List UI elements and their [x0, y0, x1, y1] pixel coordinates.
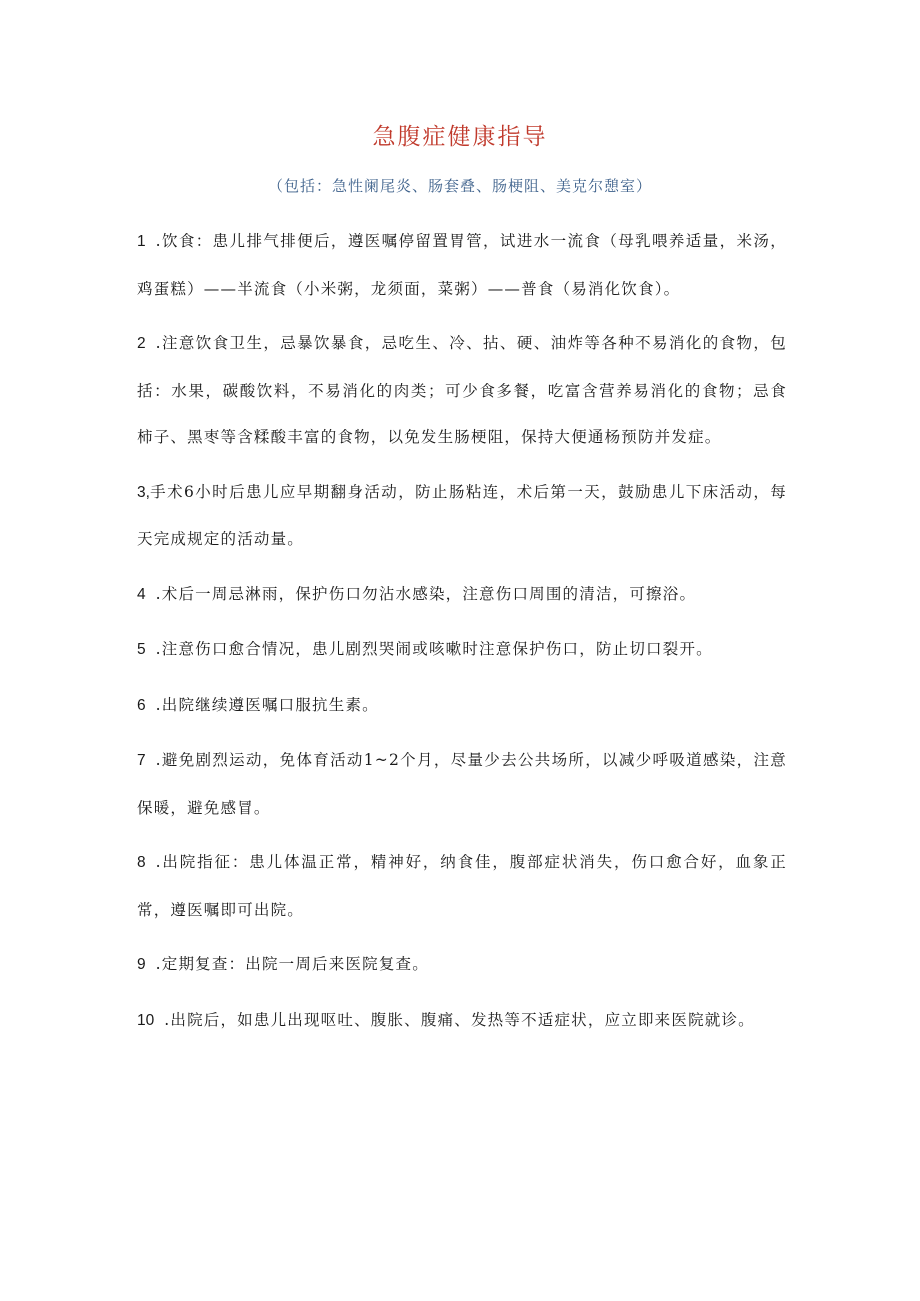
- list-item: [137, 737, 787, 831]
- item-number: 5: [137, 641, 146, 658]
- item-text: .避免剧烈运动，免体育活动1~2个月，尽量少去公共场所，以减少呼吸道感染，注意保暖，避免感冒。: [137, 751, 787, 817]
- item-text: .出院指征：患儿体温正常，精神好，纳食佳，腹部症状消失，伤口愈合好，血象正常，遵医嘱即可出院。: [137, 853, 787, 919]
- item-text: .术后一周忌淋雨，保护伤口勿沾水感染，注意伤口周围的清洁，可擦浴。: [155, 584, 697, 603]
- item-text: .饮食：患儿排气排便后，遵医嘱停留置胃管，试进水一流食（母乳喂养适量，米汤，鸡蛋糕）——半流食（小米粥，龙须面，菜粥）——普食（易消化饮食）。: [137, 232, 787, 298]
- item-text: .注意伤口愈合情况，患儿剧烈哭闹或咳嗽时注意保护伤口，防止切口裂开。: [155, 640, 713, 658]
- list-item: [137, 839, 787, 933]
- list-item: [137, 941, 787, 989]
- item-text: 手术6小时后患儿应早期翻身活动，防止肠粘连，术后第一天，鼓励患儿下床活动，每天完成规定的活动量。: [137, 482, 787, 548]
- page-title: 急腹症健康指导: [372, 124, 548, 150]
- item-number: 9: [137, 956, 146, 973]
- list-item: [137, 682, 787, 730]
- item-text: .出院后，如患儿出现呕吐、腹胀、腹痛、发热等不适症状，应立即来医院就诊。: [164, 1010, 755, 1029]
- list-item: [137, 320, 787, 461]
- item-number: 4: [137, 585, 146, 603]
- item-text: .出院继续遵医嘱口服抗生素。: [155, 695, 379, 714]
- list-item: [137, 469, 787, 563]
- item-number: 6: [137, 696, 146, 714]
- item-number: 8: [137, 854, 146, 871]
- item-text: .定期复查：出院一周后来医院复查。: [155, 955, 429, 973]
- list-item: [137, 571, 787, 619]
- item-number: 2: [137, 335, 146, 352]
- item-number: 3,: [137, 483, 150, 501]
- list-item: [137, 997, 787, 1045]
- item-text: .注意饮食卫生，忌暴饮暴食，忌吃生、冷、拈、硬、油炸等各种不易消化的食物，包括：水果，碳酸饮料，不易消化的肉类；可少食多餐，吃富含营养易消化的食物；忌食柿子、黑枣等含糅酸丰富的食物，以免发生肠梗阻，保持大便通杨预防并发症。: [137, 334, 787, 446]
- list-item: [137, 218, 787, 312]
- item-number: 10: [137, 1011, 155, 1029]
- item-number: 1: [137, 233, 146, 250]
- item-number: 7: [137, 752, 146, 769]
- guidance-list: [137, 218, 787, 1052]
- list-item: [137, 626, 787, 674]
- page-subtitle: （包括：急性阑尾炎、肠套叠、肠梗阻、美克尔憩室）: [267, 177, 652, 195]
